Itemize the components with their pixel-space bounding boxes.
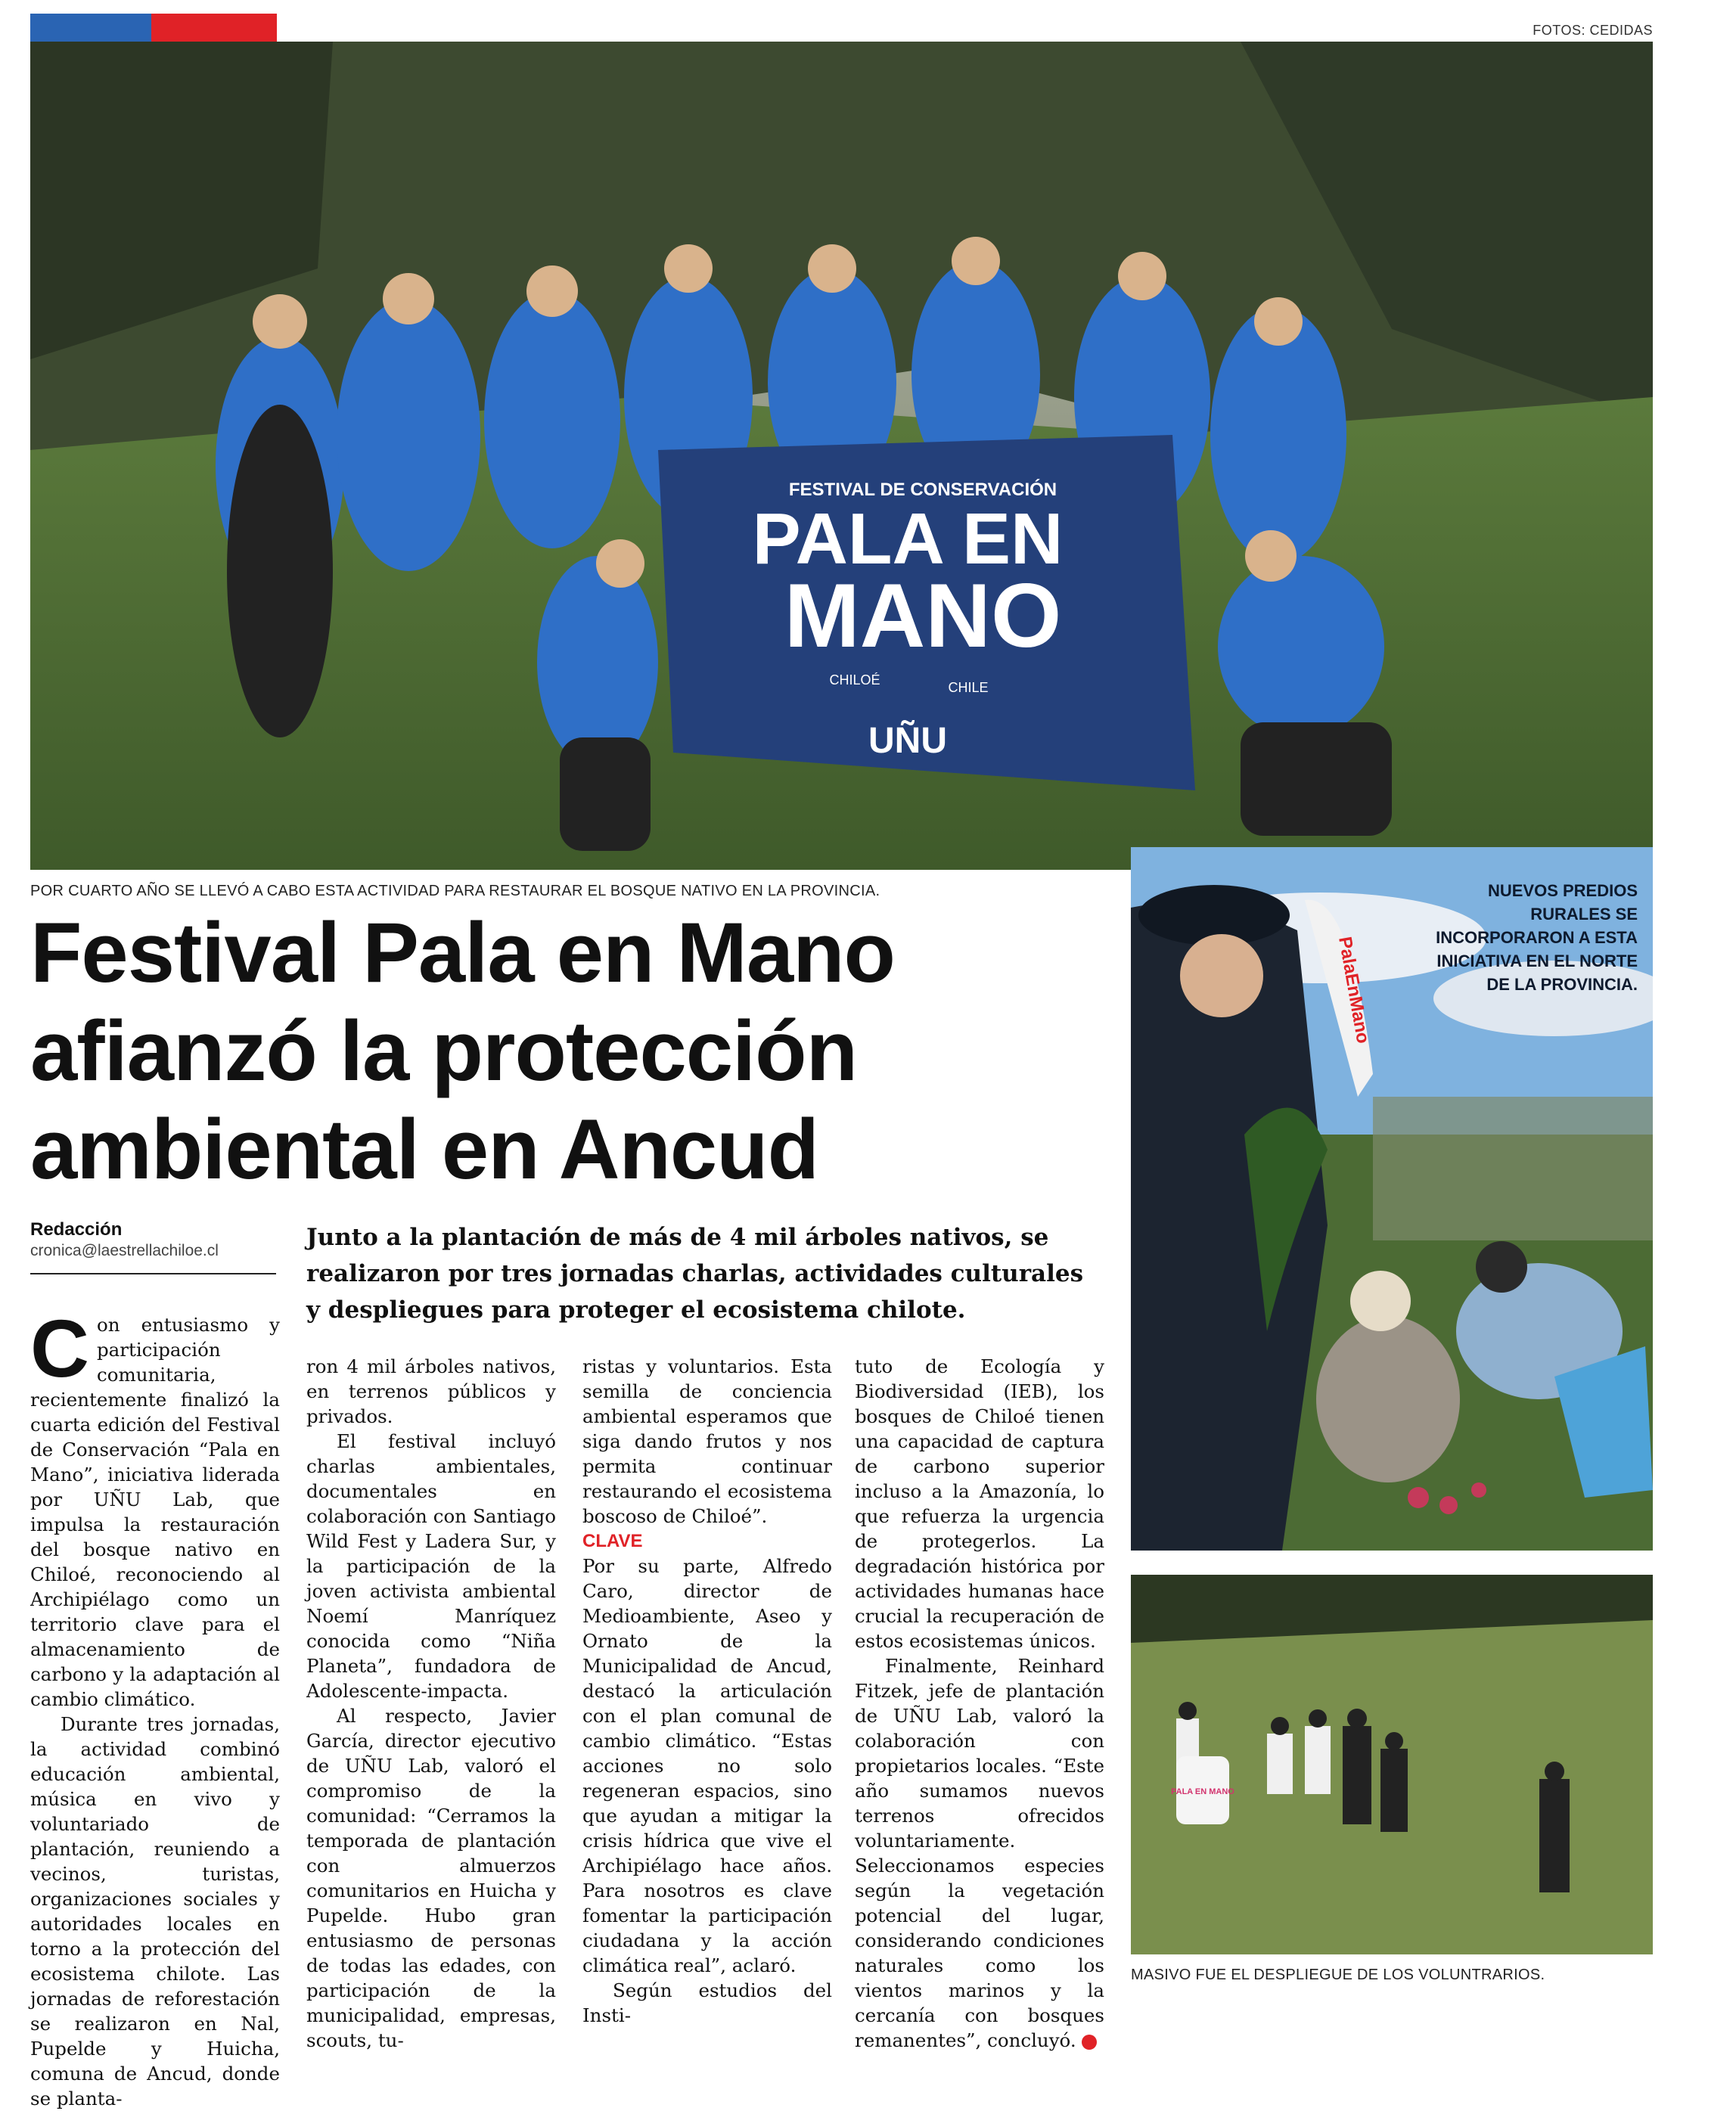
paragraph-9: tuto de Ecología y Biodiversidad (IEB), los bosques de Chiloé tienen una capacidad de captura de carbono superior incluso a la Amazonía, lo que refuerza la urgencia de protegerlos. La degradación histórica por actividades humanas hace crucial la recuperación de estos ecosistemas únicos. — [855, 1355, 1104, 1652]
article-column-1 — [30, 1302, 280, 2111]
subhead-clave: CLAVE — [582, 1531, 643, 1551]
banner-top-text: FESTIVAL DE CONSERVACIÓN — [788, 480, 1057, 500]
headline-line-2: afianzó la protección — [30, 1004, 857, 1098]
paragraph-4: El festival incluyó charlas ambientales, documentales en colaboración con Santiago Wild Fest y Ladera Sur, y la participación de la joven activista ambiental Noemí Manríquez conocida como “Niña Planeta”, fundadora de Adolescente-impacta. — [306, 1430, 556, 1702]
article-column-4 — [855, 1354, 1122, 2053]
paragraph-1-text: on entusiasmo y participación comunitaria, recientemente finalizó la cuarta edición del Festival de Conservación “Pala en Mano”, iniciativa liderada por UÑU Lab, que impulsa la restauración del bosque nativo en Chiloé, reconociendo al Archipiélago como un territorio clave para el almacenamiento de carbono y la adaptación al cambio climático. — [30, 1314, 280, 1710]
main-photo — [30, 42, 1653, 870]
banner-sub1-text: CHILOÉ — [829, 672, 880, 688]
headline-line-1: Festival Pala en Mano — [30, 905, 895, 1000]
paragraph-7: Por su parte, Alfredo Caro, director de Medioambiente, Aseo y Ornato de la Municipalidad de Ancud, destacó la articulación con el plan comunal de cambio climático. “Estas acciones no solo regeneran espacios, sino que ayudan a mitigar la crisis hídrica que vive el Archipiélago hace años. Para nosotros es clave fomentar la participación ciudadana y la acción climática real”, aclaró. — [582, 1555, 832, 1976]
paragraph-3: ron 4 mil árboles nativos, en terrenos públicos y privados. — [306, 1355, 556, 1427]
end-mark-icon: ✪ — [1082, 2035, 1097, 2050]
paragraph-2: Durante tres jornadas, la actividad combinó educación ambiental, música en vivo y voluntariado de plantación, reuniendo a vecinos, turistas, organizaciones sociales y autoridades locales en torno a la protección del ecosistema chilote. Las jornadas de reforestación se realizaron en Nal, Pupelde y Huicha, comuna de Ancud, donde se planta- — [30, 1713, 280, 2109]
banner-sub2-text: CHILE — [948, 680, 989, 695]
paragraph-6: ristas y voluntarios. Esta semilla de conciencia ambiental esperamos que siga dando frutos y nos permita continuar restaurando el ecosistema boscoso de Chiloé”. — [582, 1355, 832, 1527]
article-column-2 — [306, 1354, 556, 2053]
dropcap-letter: C — [30, 1302, 89, 1394]
shirt-text: PALA EN MANO — [1171, 1787, 1234, 1796]
right-bottom-photo — [1131, 1575, 1653, 1954]
banner-brand-text: UÑU — [868, 721, 947, 761]
banner-line2-text: MANO — [784, 565, 1062, 666]
byline-divider — [30, 1273, 276, 1274]
bottom-photo-caption: MASIVO FUE EL DESPLIEGUE DE LOS VOLUNTRARIOS. — [1131, 1967, 1545, 1983]
paragraph-8: Según estudios del Insti- — [582, 1979, 832, 2026]
byline-email[interactable]: cronica@laestrellachiloe.cl — [30, 1242, 219, 1259]
main-photo-caption: POR CUARTO AÑO SE LLEVÓ A CABO ESTA ACTIVIDAD PARA RESTAURAR EL BOSQUE NATIVO EN LA PROVINCIA. — [30, 883, 880, 899]
headline-line-3: ambiental en Ancud — [30, 1102, 819, 1197]
paragraph-5: Al respecto, Javier García, director ejecutivo de UÑU Lab, valoró el compromiso de la comunidad: “Cerramos la temporada de plantación con almuerzos comunitarios en Huicha y Pupelde. Hubo gran entusiasmo de personas de todas las edades, con participación de la municipalidad, empresas, scouts, tu- — [306, 1705, 556, 2051]
headline — [30, 904, 1104, 1199]
flag-text: PalaEnMano — [1334, 935, 1374, 1045]
paragraph-10-text: Finalmente, Reinhard Fitzek, jefe de plantación de UÑU Lab, valoró la colaboración con propietarios locales. “Este año sumamos nuevos terrenos ofrecidos voluntariamente. Seleccionamos especies según la vegetación potencial del lugar, considerando condiciones naturales como los vientos marinos y la cercanía con bosques remanentes”, concluyó. — [855, 1655, 1104, 2051]
paragraph-10 — [855, 1653, 1122, 2053]
paragraph-1 — [30, 1302, 280, 1712]
deck-summary: Junto a la plantación de más de 4 mil árboles nativos, se realizaron por tres jornadas charlas, actividades culturales y despliegues para proteger el ecosistema chilote. — [306, 1224, 1084, 1324]
byline-name: Redacción — [30, 1219, 123, 1240]
article-column-3 — [582, 1354, 832, 2028]
photo-credit: FOTOS: CEDIDAS — [1533, 23, 1653, 38]
inset-photo-caption: NUEVOS PREDIOS RURALES SE INCORPORARON A ESTA INICIATIVA EN EL NORTE DE LA PROVINCIA. — [1436, 881, 1638, 994]
banner-line1-text: PALA EN — [752, 498, 1064, 579]
